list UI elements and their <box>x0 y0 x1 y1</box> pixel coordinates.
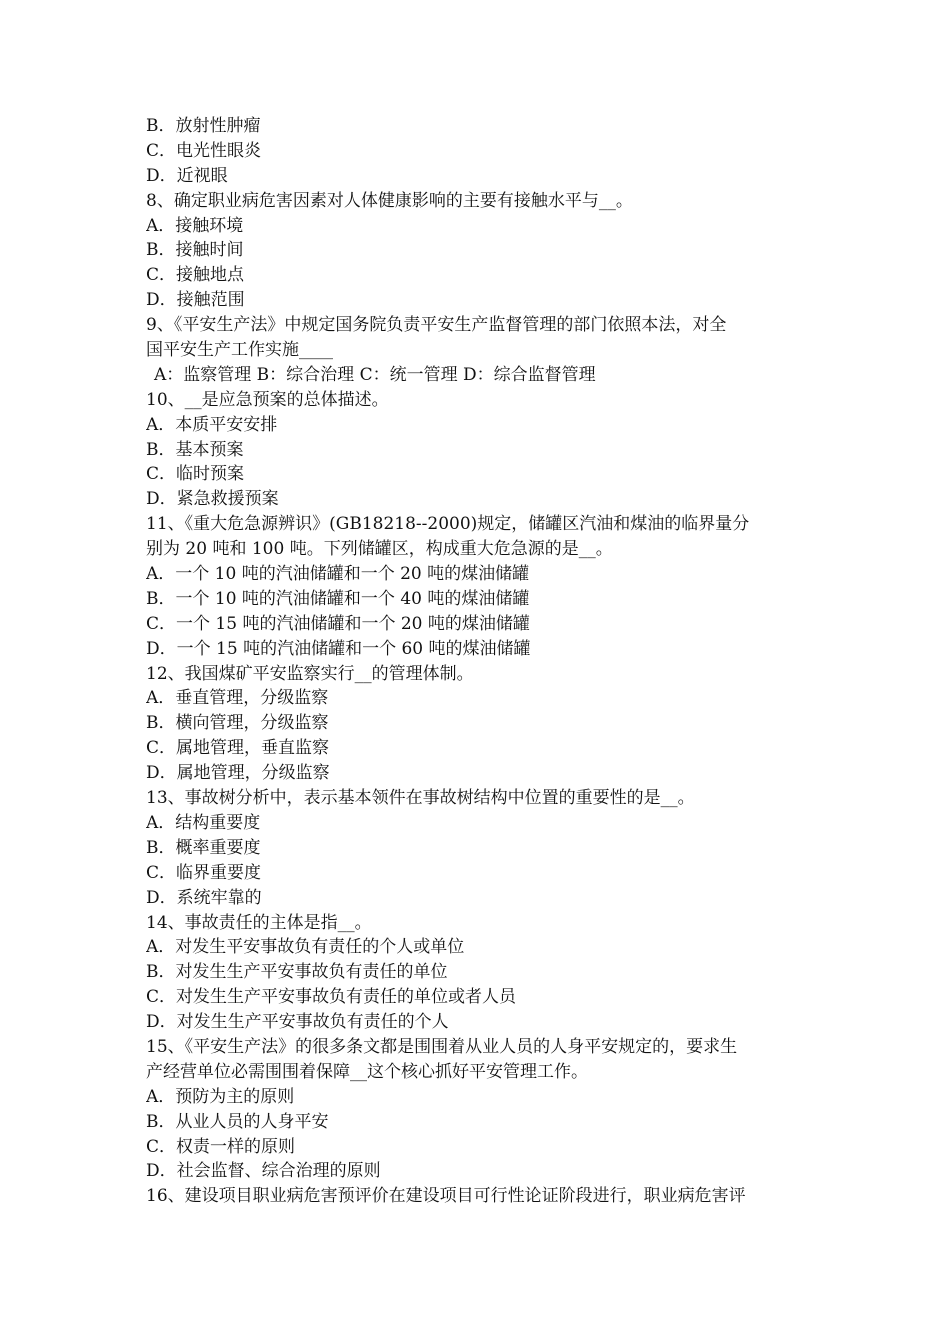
option-line: A．结构重要度 <box>146 812 261 833</box>
option-line: B．横向管理，分级监察 <box>146 713 329 734</box>
question-12: 12、我国煤矿平安监察实行__的管理体制。 <box>146 663 474 684</box>
question-8: 8、确定职业病危害因素对人体健康影响的主要有接触水平与__。 <box>146 190 633 211</box>
option-line: C．临时预案 <box>146 464 245 485</box>
question-14: 14、事故责任的主体是指__。 <box>146 912 372 933</box>
option-line: D．近视眼 <box>146 165 228 186</box>
option-line: C．一个 15 吨的汽油储罐和一个 20 吨的煤油储罐 <box>146 613 530 634</box>
option-line: D．一个 15 吨的汽油储罐和一个 60 吨的煤油储罐 <box>146 638 531 659</box>
question-11: 11、《重大危急源辨识》(GB18218--2000)规定，储罐区汽油和煤油的临界量分 <box>146 514 750 535</box>
option-line: D．紧急救援预案 <box>146 489 279 510</box>
option-line: D．接触范围 <box>146 290 245 311</box>
option-line: C．电光性眼炎 <box>146 140 262 161</box>
option-line: C．临界重要度 <box>146 862 262 883</box>
option-line: D．社会监督、综合治理的原则 <box>146 1161 381 1182</box>
question-text-block <box>146 114 814 1209</box>
option-line: B．对发生生产平安事故负有责任的单位 <box>146 962 448 983</box>
option-line: D．对发生生产平安事故负有责任的个人 <box>146 1012 449 1033</box>
option-line: B．一个 10 吨的汽油储罐和一个 40 吨的煤油储罐 <box>146 588 530 609</box>
option-line: D．属地管理，分级监察 <box>146 763 330 784</box>
option-line: B．接触时间 <box>146 240 244 261</box>
option-line: B．从业人员的人身平安 <box>146 1111 329 1132</box>
question-15: 15、《平安生产法》的很多条文都是围围着从业人员的人身平安规定的，要求生 <box>146 1036 738 1057</box>
option-line: C．对发生生产平安事故负有责任的单位或者人员 <box>146 987 517 1008</box>
option-line: B．基本预案 <box>146 439 244 460</box>
question-15-continued: 产经营单位必需围围着保障__这个核心抓好平安管理工作。 <box>146 1061 588 1082</box>
option-line: C．权责一样的原则 <box>146 1136 296 1157</box>
question-9-options: A：监察管理 B：综合治理 C：统一管理 D：综合监督管理 <box>154 364 596 385</box>
option-line: C．接触地点 <box>146 265 245 286</box>
option-line: C．属地管理，垂直监察 <box>146 738 330 759</box>
question-11-continued: 别为 20 吨和 100 吨。下列储罐区，构成重大危急源的是__。 <box>146 539 613 560</box>
option-line: A．一个 10 吨的汽油储罐和一个 20 吨的煤油储罐 <box>146 564 530 585</box>
option-line: A．本质平安安排 <box>146 414 278 435</box>
question-16: 16、建设项目职业病危害预评价在建设项目可行性论证阶段进行，职业病危害评 <box>146 1186 746 1207</box>
option-line: B．概率重要度 <box>146 837 261 858</box>
option-line: D．系统牢靠的 <box>146 887 262 908</box>
question-9: 9、《平安生产法》中规定国务院负责平安生产监督管理的部门依照本法，对全 <box>146 315 727 336</box>
question-13: 13、事故树分析中，表示基本领件在事故树结构中位置的重要性的是__。 <box>146 788 695 809</box>
option-line: A．预防为主的原则 <box>146 1086 295 1107</box>
option-line: A．对发生平安事故负有责任的个人或单位 <box>146 937 465 958</box>
question-9-continued: 国平安生产工作实施____ <box>146 340 333 361</box>
option-line: A．垂直管理，分级监察 <box>146 688 329 709</box>
option-line: A．接触环境 <box>146 215 244 236</box>
question-10: 10、__是应急预案的总体描述。 <box>146 389 389 410</box>
option-line: B．放射性肿瘤 <box>146 116 261 136</box>
